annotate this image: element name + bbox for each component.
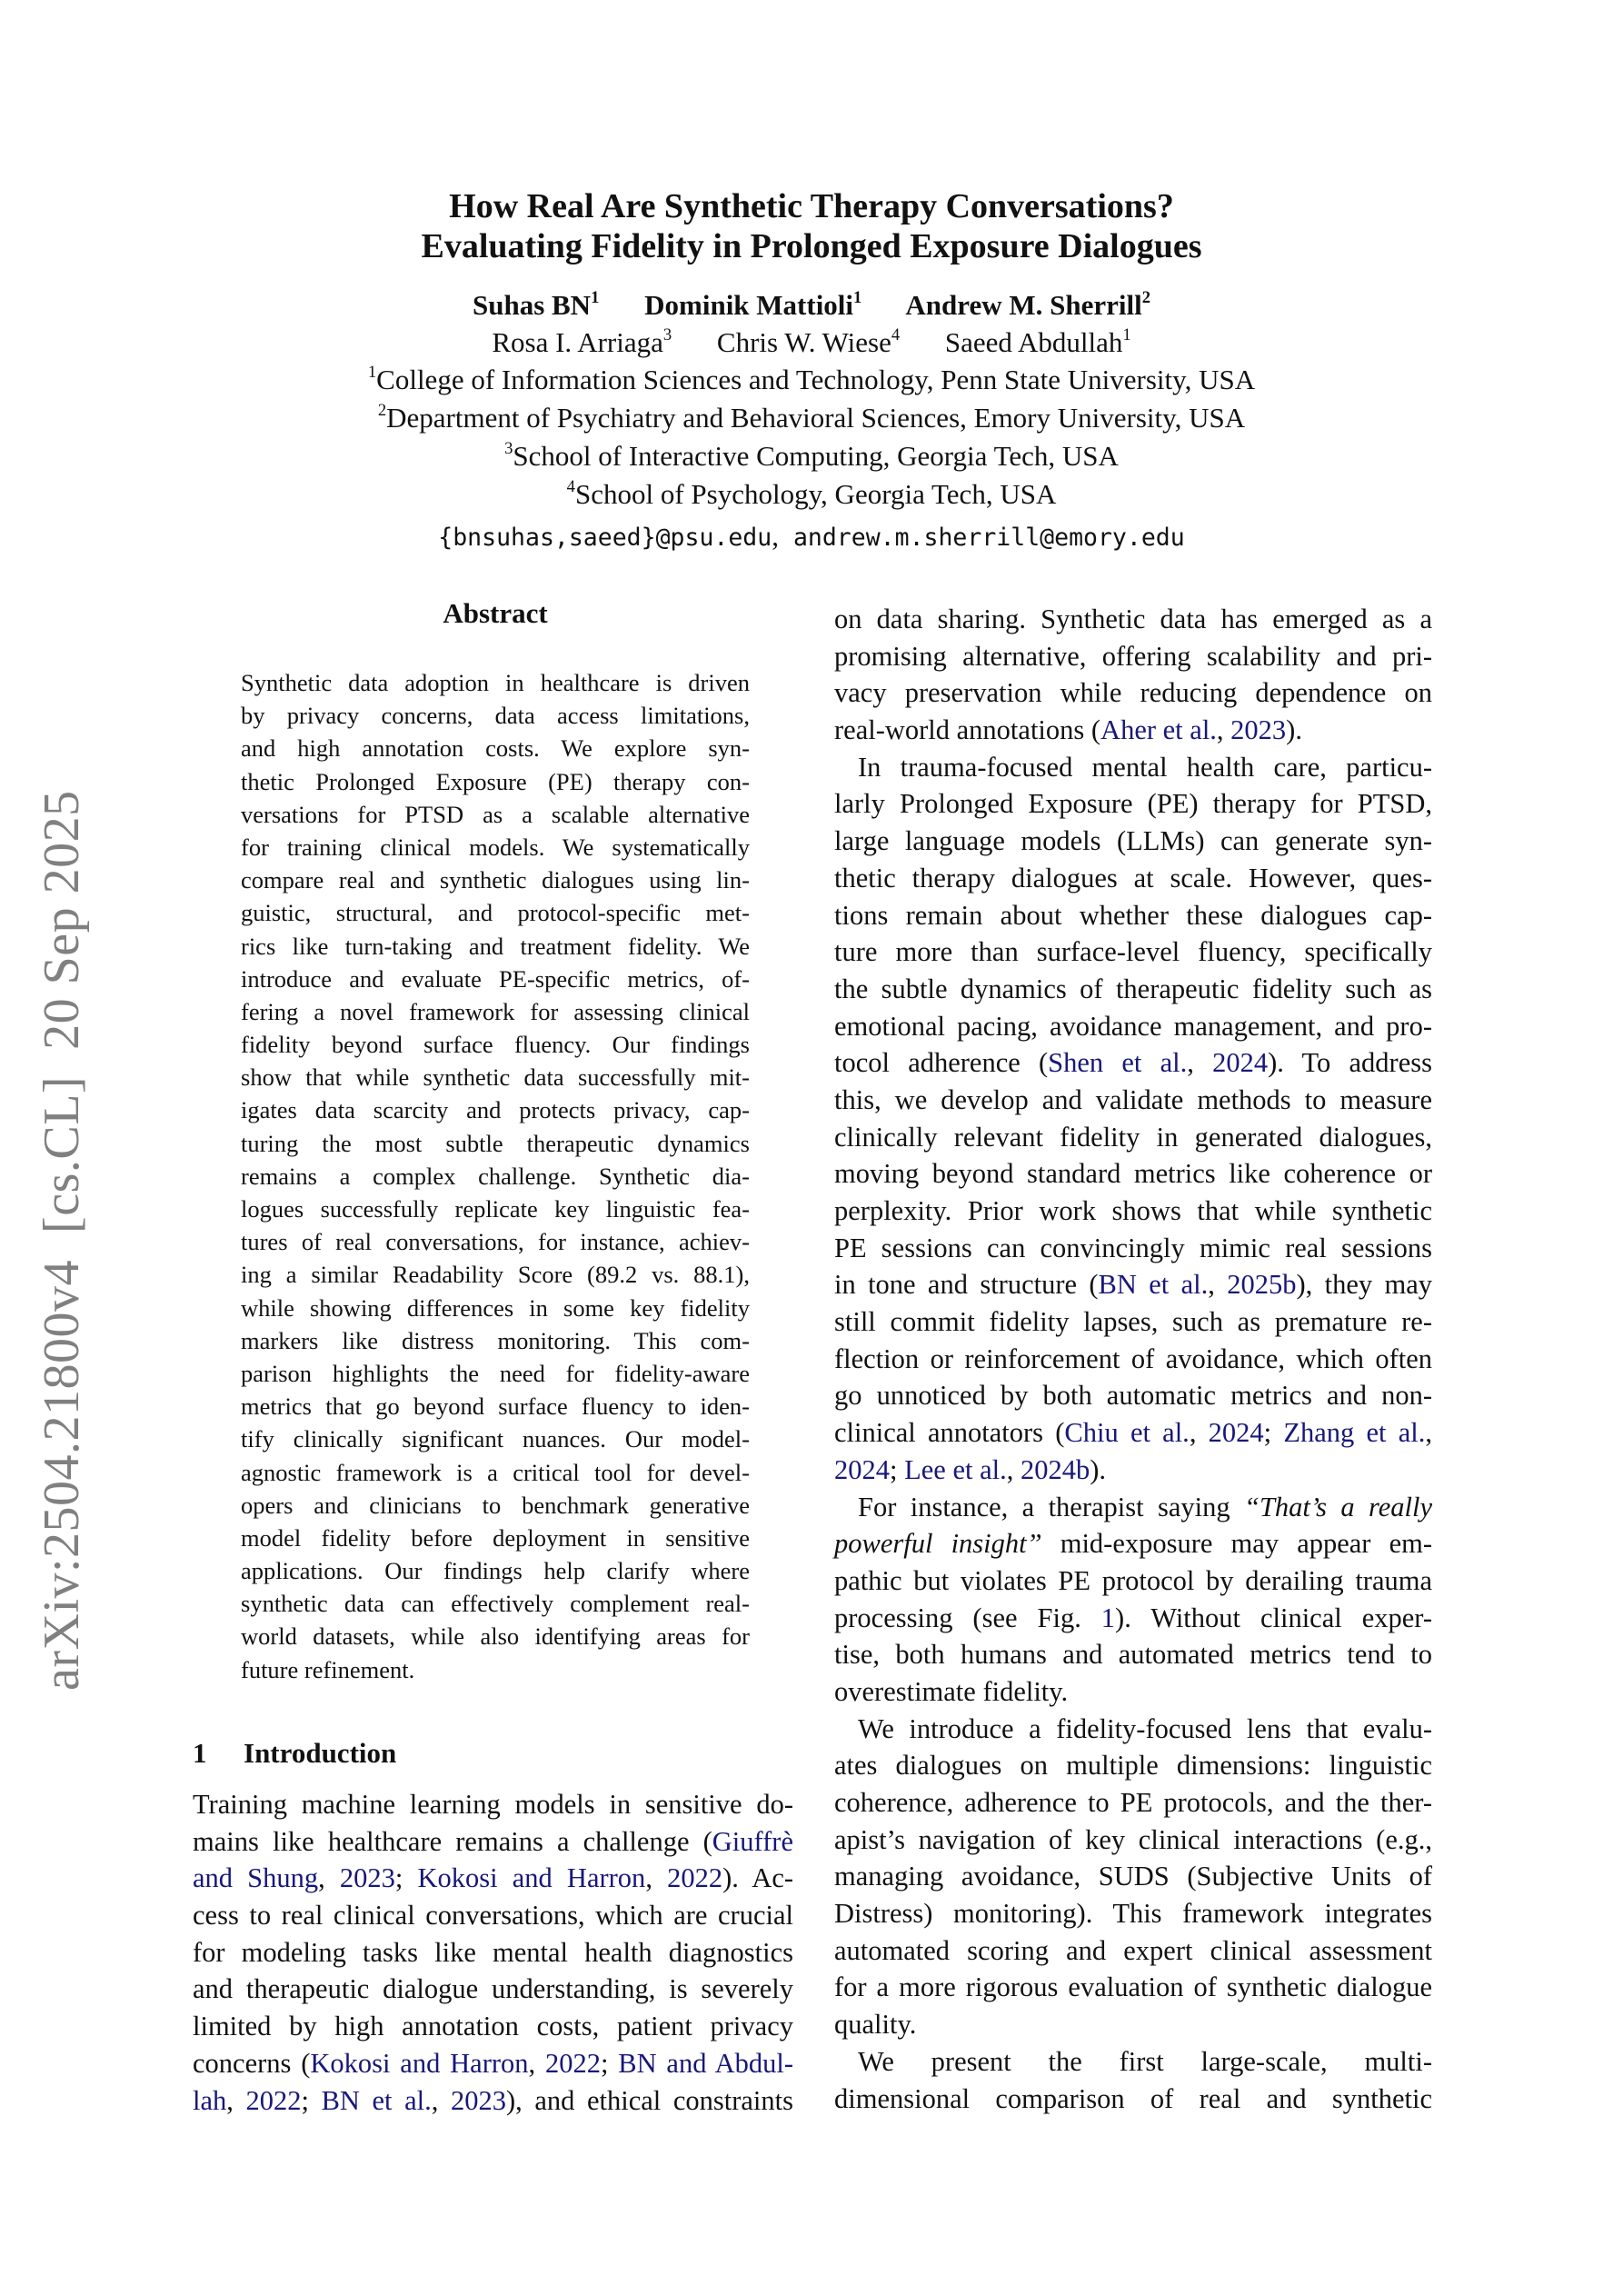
citation-link[interactable]: BN et al. [321, 2084, 432, 2116]
abstract-heading: Abstract [443, 597, 548, 629]
abstract-line: while showing differences in some key fidelity [241, 1293, 750, 1322]
abstract-line: model fidelity before deployment in sensitive [241, 1523, 750, 1552]
text-run: , [318, 1862, 340, 1894]
author: Andrew M. Sherrill$^2$ [905, 287, 1151, 321]
text-run: mains like healthcare remains a challenge ( [193, 1825, 712, 1857]
text-line [193, 1971, 793, 2008]
abstract-line: introduce and evaluate PE-specific metrics, of- [241, 964, 750, 993]
abstract-line: opers and clinicians to benchmark generative [241, 1491, 750, 1519]
text-run: ; [394, 1862, 418, 1894]
text-run: moving beyond standard metrics like coherence or [834, 1158, 1432, 1190]
text-line [193, 1934, 793, 1972]
abstract-line: synthetic data can effectively complement real- [241, 1590, 750, 1618]
text-line [193, 2082, 793, 2120]
text-run: clinical annotators ( [834, 1417, 1065, 1449]
quoted-text: “That’s a really [1243, 1491, 1432, 1522]
citation-link[interactable]: 2024 [1212, 1047, 1269, 1079]
author: Rosa I. Arriaga$^3$ [492, 324, 672, 358]
text-line [193, 1823, 793, 1861]
abstract-line: world datasets, while also identifying areas for [241, 1622, 750, 1651]
text-run: for modeling tasks like mental health diagnostics [193, 1936, 793, 1968]
abstract-line: thetic Prolonged Exposure (PE) therapy con- [241, 767, 750, 795]
text-run: quality. [834, 2009, 917, 2041]
affiliation: $^4$School of Psychology, Georgia Tech, USA [566, 476, 1057, 510]
text-line [834, 1822, 1432, 1859]
author-emails: {bnsuhas,saeed}@psu.edu, andrew.m.sherrill@emory.edu [438, 520, 1185, 552]
text-run: go unnoticed by both automatic metrics and non- [834, 1380, 1432, 1412]
text-line [834, 1636, 1432, 1673]
citation-link[interactable]: 2023 [450, 2084, 506, 2116]
citation-link[interactable]: 2023 [1230, 714, 1287, 746]
citation-link[interactable]: 2024 [1208, 1417, 1264, 1449]
text-run: limited by high annotation costs, patient privacy [193, 2011, 793, 2042]
abstract-line: applications. Our findings help clarify where [241, 1557, 750, 1585]
section-heading-introduction [193, 1737, 396, 1770]
text-line [834, 1008, 1432, 1045]
abstract-line: markers like distress monitoring. This com- [241, 1326, 750, 1354]
text-line [193, 1860, 793, 1897]
section-title: Introduction [244, 1737, 397, 1769]
abstract-line: guistic, structural, and protocol-specific met- [241, 899, 750, 927]
text-run: apist’s navigation of key clinical interactions (e.g., [834, 1823, 1432, 1855]
quoted-text: powerful insight” [834, 1528, 1042, 1560]
abstract-line: show that while synthetic data successfully mit- [241, 1063, 750, 1092]
citation-link[interactable]: 2024 [834, 1453, 890, 1485]
citation-link[interactable]: Shen et al. [1048, 1047, 1188, 1079]
abstract-line: future refinement. [241, 1655, 415, 1683]
citation-link[interactable]: Aher et al. [1100, 714, 1217, 746]
text-line [834, 1932, 1432, 1970]
citation-link[interactable]: 2022 [245, 2084, 302, 2116]
abstract-line: versations for PTSD as a scalable alternative [241, 800, 750, 828]
text-line [834, 1266, 1432, 1303]
citation-link[interactable]: 2023 [339, 1862, 395, 1894]
abstract-line: ing a similar Readability Score (89.2 vs. 88.1), [241, 1261, 750, 1289]
text-run: larly Prolonged Exposure (PE) therapy for PTSD, [834, 788, 1432, 820]
abstract-line: Synthetic data adoption in healthcare is driven [241, 669, 750, 696]
text-line [834, 1341, 1432, 1378]
title-line-2: Evaluating Fidelity in Prolonged Exposure Dialogues [421, 227, 1202, 265]
text-run: We present the first large-scale, multi- [858, 2045, 1432, 2077]
text-line [834, 1303, 1432, 1341]
text-line [834, 1230, 1432, 1267]
text-line [834, 1193, 1432, 1230]
text-line [193, 2045, 793, 2082]
abstract-line: agnostic framework is a critical tool for devel- [241, 1458, 750, 1486]
section-number: 1 [193, 1737, 207, 1769]
text-run: , [645, 1862, 668, 1894]
text-run: , [1425, 1417, 1432, 1449]
text-run: emotional pacing, avoidance management, and pro- [834, 1010, 1432, 1042]
text-line [834, 1858, 1432, 1895]
author-list-secondary [0, 326, 1623, 359]
text-run: ). Ac- [722, 1862, 794, 1894]
arxiv-stamp [33, 790, 91, 1691]
citation-link[interactable]: BN and Abdul- [618, 2047, 793, 2079]
text-line [834, 1895, 1432, 1932]
text-run: concerns ( [193, 2047, 311, 2079]
author: Dominik Mattioli$^1$ [644, 287, 862, 321]
text-run: , [1189, 1417, 1209, 1449]
text-line [834, 1155, 1432, 1193]
text-run: tocol adherence ( [834, 1047, 1049, 1079]
text-line [193, 2008, 793, 2045]
text-run: Training machine learning models in sensitive do- [193, 1789, 793, 1820]
paper-title [0, 186, 1623, 266]
text-run: In trauma-focused mental health care, particu- [858, 751, 1432, 783]
affiliation: $^1$College of Information Sciences and Technology, Penn State University, USA [367, 362, 1256, 395]
email-psu[interactable]: {bnsuhas,saeed}@psu.edu [438, 524, 772, 552]
citation-link[interactable]: Zhang et al. [1283, 1417, 1426, 1449]
text-run: ). Without clinical exper- [1115, 1602, 1432, 1633]
paragraph-start-line [834, 749, 1432, 786]
arxiv-date: 20 Sep 2025 [34, 790, 90, 1050]
paragraph-start-line [834, 1489, 1432, 1526]
citation-link[interactable]: and Shung [193, 1862, 319, 1894]
paragraph-start-line [834, 2043, 1432, 2081]
abstract-line: tures of real conversations, for instance, achiev- [241, 1228, 750, 1256]
text-run: PE sessions can convincingly mimic real sessions [834, 1232, 1432, 1263]
text-run: , [528, 2047, 545, 2079]
text-line [834, 823, 1432, 860]
text-run: overestimate fidelity. [834, 1675, 1069, 1707]
text-line [834, 712, 1432, 749]
text-run: vacy preservation while reducing dependence on [834, 677, 1432, 709]
text-run: For instance, a therapist saying [858, 1491, 1244, 1522]
text-run: ; [600, 2047, 619, 2079]
text-line [834, 1784, 1432, 1822]
abstract-line: parison highlights the need for fidelity-aware [241, 1359, 750, 1387]
citation-link[interactable]: Kokosi and Harron [417, 1862, 646, 1894]
text-line [834, 1600, 1432, 1637]
text-run: still commit fidelity lapses, such as premature re- [834, 1306, 1432, 1338]
text-line [834, 1414, 1432, 1452]
text-run: for a more rigorous evaluation of synthetic dialogue [834, 1972, 1432, 2003]
text-line [834, 1525, 1432, 1562]
text-run: ). To address [1268, 1047, 1432, 1079]
citation-link[interactable]: 2025b [1227, 1269, 1297, 1301]
text-line [193, 1786, 793, 1823]
text-run: on data sharing. Synthetic data has emerged as a [834, 604, 1432, 634]
title-line-1: How Real Are Synthetic Therapy Conversations? [449, 187, 1174, 225]
text-run: processing (see Fig. [834, 1602, 1101, 1633]
text-line [834, 1082, 1432, 1119]
text-run: managing avoidance, SUDS (Subjective Units of [834, 1861, 1432, 1892]
abstract-body [241, 666, 750, 1686]
abstract-line: for training clinical models. We systematically [241, 833, 750, 861]
text-line [834, 674, 1432, 712]
abstract-line: igates data scarcity and protects privacy, cap- [241, 1096, 750, 1124]
arxiv-id: arXiv:2504.21800v4 [34, 1259, 90, 1691]
text-line [834, 601, 1432, 638]
citation-link[interactable]: 2022 [544, 2047, 601, 2079]
abstract-line: logues successfully replicate key linguistic fea- [241, 1195, 750, 1223]
text-line [834, 1452, 1432, 1489]
author-list-primary [0, 289, 1623, 322]
text-run: tise, both humans and automated metrics tend to [834, 1639, 1432, 1671]
abstract-line: tify clinically significant nuances. Our model- [241, 1425, 750, 1453]
text-line [834, 1673, 1432, 1711]
text-run: perplexity. Prior work shows that while synthetic [834, 1195, 1432, 1226]
text-run: , [431, 2084, 451, 2116]
citation-link[interactable]: 2022 [667, 1862, 723, 1894]
text-run: this, we develop and validate methods to measure [834, 1083, 1432, 1115]
text-line [834, 897, 1432, 934]
text-run: cess to real clinical conversations, which are crucial [193, 1900, 793, 1932]
abstract-line: and high annotation costs. We explore syn- [241, 734, 750, 763]
abstract-line: compare real and synthetic dialogues using lin- [241, 866, 750, 894]
introduction-left-column [193, 1786, 793, 2119]
text-line [834, 1747, 1432, 1784]
text-run: , [1187, 1047, 1213, 1079]
citation-link[interactable]: Lee et al. [904, 1453, 1007, 1485]
text-run: ; [1263, 1417, 1284, 1449]
text-line [834, 1562, 1432, 1600]
text-line [834, 1969, 1432, 2006]
text-run: , [1208, 1269, 1228, 1301]
text-run: Distress) monitoring). This framework integrates [834, 1898, 1432, 1930]
citation-link[interactable]: Kokosi and Harron [310, 2047, 529, 2079]
abstract-line: rics like turn-taking and treatment fidelity. We [241, 932, 750, 960]
author: Saeed Abdullah$^1$ [944, 324, 1131, 358]
text-run: , [1216, 714, 1231, 746]
text-run: and therapeutic dialogue understanding, is severely [193, 1973, 793, 2005]
text-run: promising alternative, offering scalability and pri- [834, 640, 1432, 672]
abstract-line: by privacy concerns, data access limitations, [241, 702, 750, 730]
text-line [834, 860, 1432, 897]
text-line [834, 2006, 1432, 2043]
text-line [834, 638, 1432, 675]
citation-link[interactable]: Chiu et al. [1064, 1417, 1190, 1449]
text-run: ates dialogues on multiple dimensions: linguistic [834, 1750, 1432, 1782]
affiliation: $^2$Department of Psychiatry and Behavioral Sciences, Emory University, USA [377, 400, 1246, 434]
text-run: in tone and structure ( [834, 1269, 1099, 1301]
text-line [834, 933, 1432, 971]
text-run: We introduce a fidelity-focused lens that evalu- [858, 1712, 1432, 1744]
text-run: ). [1286, 714, 1302, 746]
paragraph-start-line [834, 1711, 1432, 1748]
citation-link[interactable]: lah [193, 2084, 227, 2116]
text-run: automated scoring and expert clinical assessment [834, 1934, 1432, 1966]
citation-link[interactable]: Giuffrè [712, 1825, 793, 1857]
text-run: coherence, adherence to PE protocols, and the ther- [834, 1787, 1432, 1818]
arxiv-category: [cs.CL] [34, 1075, 90, 1233]
abstract-line: turing the most subtle therapeutic dynamics [241, 1129, 750, 1157]
text-line [834, 1119, 1432, 1156]
text-run: large language models (LLMs) can generate syn- [834, 825, 1432, 857]
text-run: clinically relevant fidelity in generated dialogues, [834, 1121, 1432, 1153]
author: Chris W. Wiese$^4$ [716, 324, 901, 358]
text-run: ). [1090, 1453, 1107, 1485]
author: Suhas $BN^1$ [472, 287, 600, 321]
text-run: tions remain about whether these dialogues cap- [834, 899, 1432, 931]
citation-link[interactable]: BN et al. [1098, 1269, 1209, 1301]
text-run: ; [301, 2084, 322, 2116]
text-line [834, 2081, 1432, 2118]
text-run: thetic therapy dialogues at scale. However, ques- [834, 862, 1432, 893]
email-emory[interactable]: andrew.m.sherrill@emory.edu [792, 524, 1185, 552]
text-run: , [1006, 1453, 1021, 1485]
citation-link[interactable]: 1 [1100, 1602, 1116, 1633]
text-line [834, 1377, 1432, 1414]
text-run: pathic but violates PE protocol by derailing trauma [834, 1564, 1432, 1596]
text-line [834, 785, 1432, 823]
text-run: ), they may [1296, 1269, 1432, 1301]
text-run: dimensional comparison of real and synthetic [834, 2082, 1432, 2114]
text-run: ; [890, 1453, 905, 1485]
text-line [834, 1044, 1432, 1082]
text-line [193, 1897, 793, 1934]
text-run: ture more than surface-level fluency, specifically [834, 936, 1432, 968]
text-run: real-world annotations ( [834, 714, 1101, 746]
text-run: ), and ethical constraints [505, 2084, 793, 2116]
text-run: , [226, 2084, 246, 2116]
text-line [834, 971, 1432, 1008]
abstract-line: remains a complex challenge. Synthetic dia- [241, 1162, 750, 1190]
affiliation: $^3$School of Interactive Computing, Georgia Tech, USA [504, 438, 1119, 472]
text-run: mid-exposure may appear em- [1041, 1528, 1433, 1560]
abstract-line: fering a novel framework for assessing clinical [241, 997, 750, 1025]
text-run: flection or reinforcement of avoidance, which often [834, 1343, 1432, 1374]
abstract-line: metrics that go beyond surface fluency to iden- [241, 1393, 750, 1421]
citation-link[interactable]: 2024b [1020, 1453, 1090, 1485]
text-run: the subtle dynamics of therapeutic fidelity such as [834, 973, 1432, 1004]
abstract-line: fidelity beyond surface fluency. Our findings [241, 1031, 750, 1059]
introduction-right-column [834, 601, 1432, 2117]
